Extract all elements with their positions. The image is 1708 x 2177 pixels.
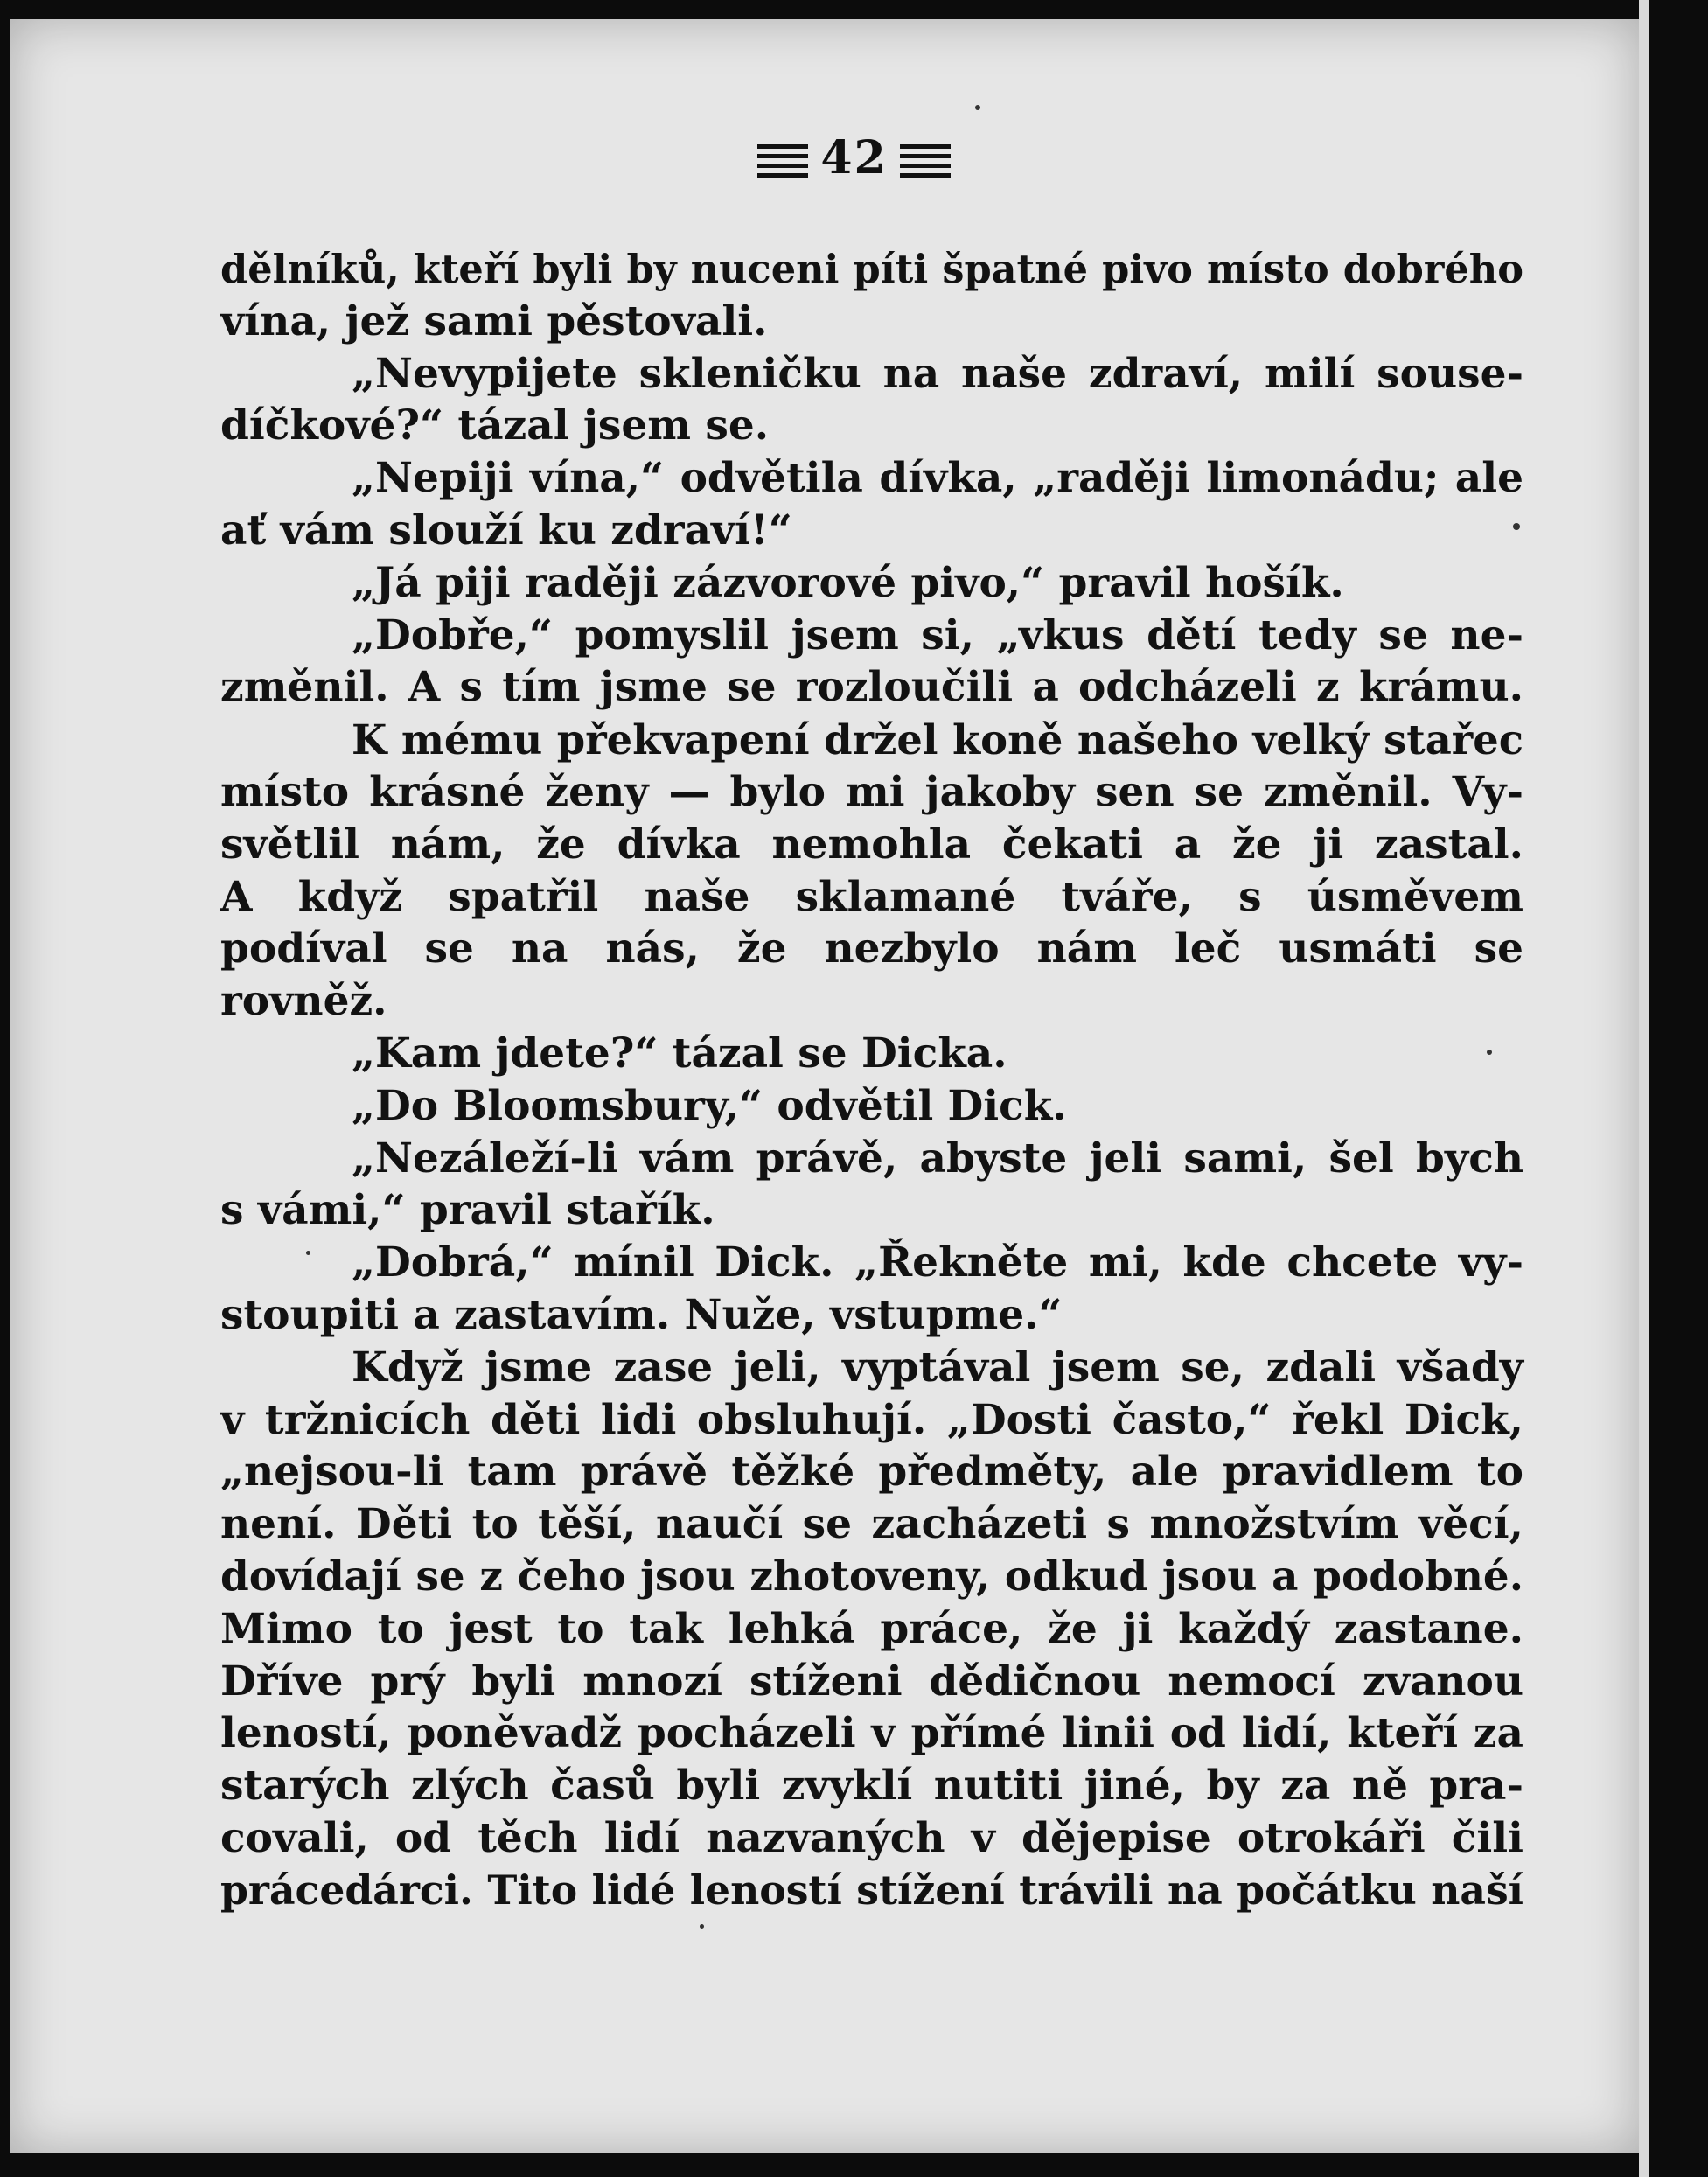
speck <box>1487 1050 1492 1055</box>
text-line: „Kam jdete?“ tázal se Dicka. <box>352 1029 1007 1078</box>
ornament-left-icon <box>757 144 808 179</box>
ornament-right-icon <box>900 144 951 179</box>
text-line: „nejsou-li tam právě těžké předměty, ale pravidlem to <box>220 1448 1523 1497</box>
text-line: prácedárci. Tito lidé leností stížení trávili na počátku naší <box>220 1866 1523 1914</box>
page-number: 42 <box>820 131 888 185</box>
text-line: „Dobrá,“ mínil Dick. „Řekněte mi, kde chcete vy- <box>352 1239 1523 1287</box>
body-text <box>220 243 1523 1917</box>
text-line: rovněž. <box>220 977 387 1026</box>
text-line: díčkové?“ tázal jsem se. <box>220 401 770 450</box>
text-line: „Do Bloomsbury,“ odvětil Dick. <box>352 1081 1067 1130</box>
text-line: Mimo to jest to tak lehká práce, že ji každý zastane. <box>220 1604 1523 1653</box>
text-line: stoupiti a zastavím. Nuže, vstupme.“ <box>220 1290 1063 1339</box>
text-line: K mému překvapení držel koně našeho velký stařec <box>352 715 1523 764</box>
text-line: Dříve prý byli mnozí stíženi dědičnou nemocí zvanou <box>220 1657 1523 1706</box>
text-line: vína, jež sami pěstovali. <box>220 297 768 345</box>
text-line: Když jsme zase jeli, vyptával jsem se, zdali všady <box>352 1343 1523 1392</box>
text-line: „Nezáleží-li vám právě, abyste jeli sami, šel bych <box>352 1134 1523 1183</box>
speck <box>975 105 980 110</box>
speck <box>700 1924 704 1929</box>
text-line: starých zlých časů byli zvyklí nutiti jiné, by za ně pra- <box>220 1762 1523 1811</box>
text-line: „Nevypijete skleničku na naše zdraví, milí souse- <box>352 349 1523 398</box>
text-line: „Nepiji vína,“ odvětila dívka, „raději limonádu; ale <box>352 454 1523 503</box>
text-line: leností, poněvadž pocházeli v přímé linii od lidí, kteří za <box>220 1709 1523 1758</box>
text-line: místo krásné ženy — bylo mi jakoby sen se změnil. Vy- <box>220 767 1523 816</box>
page-header <box>0 131 1708 185</box>
speck <box>306 1251 310 1255</box>
page-edge <box>1639 0 1649 2177</box>
text-line: covali, od těch lidí nazvaných v dějepise otrokáři čili <box>220 1813 1523 1862</box>
text-line: „Já piji raději zázvorové pivo,“ pravil hošík. <box>352 558 1344 607</box>
text-line: není. Děti to těší, naučí se zacházeti s množstvím věcí, <box>220 1500 1523 1549</box>
text-line: podíval se na nás, že nezbylo nám leč usmáti se <box>220 925 1523 973</box>
text-line: v tržnicích děti lidi obsluhují. „Dosti často,“ řekl Dick, <box>220 1395 1523 1444</box>
speck <box>1513 523 1520 530</box>
text-line: dovídají se z čeho jsou zhotoveny, odkud jsou a podobné. <box>220 1552 1523 1601</box>
text-line: změnil. A s tím jsme se rozloučili a odcházeli z krámu. <box>220 663 1523 712</box>
text-line: A když spatřil naše sklamané tváře, s úsměvem <box>220 872 1523 921</box>
text-line: světlil nám, že dívka nemohla čekati a že ji zastal. <box>220 820 1523 869</box>
text-line: ať vám slouží ku zdraví!“ <box>220 506 792 555</box>
text-line: „Dobře,“ pomyslil jsem si, „vkus dětí tedy se ne- <box>352 611 1523 659</box>
text-line: s vámi,“ pravil stařík. <box>220 1186 715 1235</box>
text-line: dělníků, kteří byli by nuceni píti špatné pivo místo dobrého <box>220 246 1523 292</box>
